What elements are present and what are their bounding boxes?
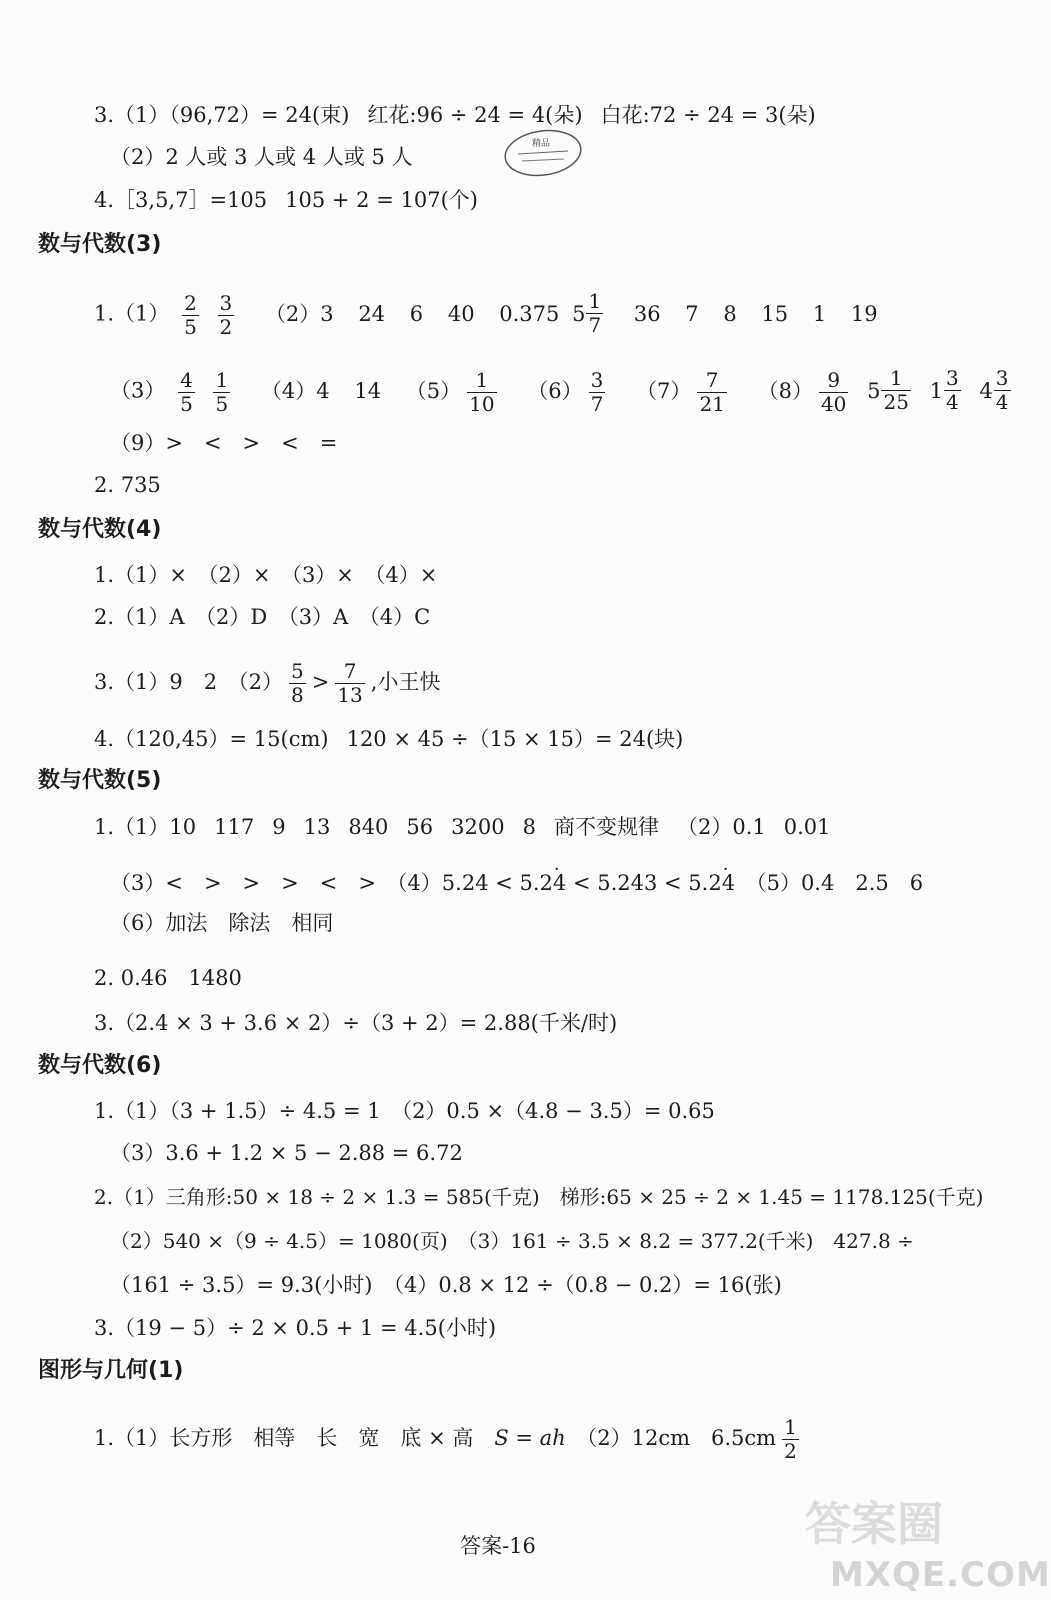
answer-line: （2）540 ×（9 ÷ 4.5）= 1080(页) （3）161 ÷ 3.5 × 8.2 = 377.2(千米) 427.8 ÷ — [110, 1229, 914, 1253]
answer-line: 2. 0.46 1480 — [94, 966, 242, 990]
answer-line: （6）加法 除法 相同 — [110, 911, 334, 935]
answer-line: 1.（1）× （2）× （3）× （4）× — [94, 563, 438, 587]
answer-line: 1.（1）长方形 相等 长 宽 底 × 高 S = ah （2）12cm 6.5cm $\frac{1}{2}$ — [94, 1415, 797, 1463]
answer-line: 3.（2.4 × 3 + 3.6 × 2）÷（3 + 2）= 2.88(千米/时) — [94, 1011, 618, 1035]
answer-line: （9）> < > < = — [110, 431, 338, 455]
mixed-number: 4 3 4 — [979, 366, 1009, 414]
answer-line: 3.（1）（96,72）= 24(束) 红花:96 ÷ 24 = 4(朵) 白花:72 ÷ 24 = 3(朵) — [94, 103, 816, 127]
answer-line: 4.（120,45）= 15(cm) 120 × 45 ÷（15 × 15）= 24(块) — [94, 727, 684, 751]
answer-line: （3）3.6 + 1.2 × 5 − 2.88 = 6.72 — [110, 1141, 463, 1165]
fraction: $\frac{4}{5}$ — [180, 367, 193, 416]
section-title: 数与代数(5) — [38, 768, 162, 793]
fraction: $\frac{2}{5}$ — [184, 290, 197, 339]
fraction: $\frac{3}{7}$ — [590, 367, 604, 416]
watermark-text: MXQE.COM — [830, 1555, 1051, 1595]
fraction: $\frac{1}{5}$ — [215, 367, 229, 416]
section-title: 数与代数(4) — [38, 517, 162, 542]
stamp-text: 精品 — [532, 139, 551, 149]
answer-line: 4.［3,5,7］=105 105 + 2 = 107(个) — [94, 188, 478, 212]
answer-line: （3）< > > > < > （4）5.24 < 5.2· 4 < 5.243 < 5.2· 4 （5）0.4 2.5 6 — [110, 868, 923, 898]
fraction: $\frac{1}{2}$ — [784, 1415, 797, 1463]
fraction: $\frac{3}{2}$ — [219, 290, 233, 339]
fraction: $\frac{7}{13}$ — [337, 659, 363, 707]
answer-line: 1.（1）（3 + 1.5）÷ 4.5 = 1 （2）0.5 ×（4.8 − 3.5）= 0.65 — [94, 1099, 715, 1123]
answer-line: 2.（1）A （2）D （3）A （4）C — [94, 605, 431, 629]
answer-line: 3.（19 − 5）÷ 2 × 0.5 + 1 = 4.5(小时) — [94, 1316, 497, 1340]
section-title: 数与代数(6) — [38, 1053, 162, 1078]
mixed-number: 1 3 4 — [929, 366, 959, 414]
fraction: $\frac{1}{10}$ — [469, 367, 495, 416]
page-number: 答案-16 — [460, 1534, 536, 1558]
watermark-logo-text: 答案圈 — [805, 1497, 943, 1551]
mixed-number: 5 1 7 — [572, 289, 602, 337]
fraction: $\frac{5}{8}$ — [290, 659, 304, 707]
answer-line: （3） $\frac{4}{5}$ $\frac{1}{5}$ （4）4 14 （5） $\frac{1}{10}$ （6） $\frac{3}{7}$ （7） $\frac{7}{21}$ （8） $\frac{9}{40}$ 5 1 25 1 3 4 4 3 4 — [110, 366, 1009, 416]
answer-line: 2. 735 — [94, 473, 161, 497]
answer-line: 1.（1） $\frac{2}{5}$ $\frac{3}{2}$ （2）3 24 6 40 0.375 5 1 7 36 7 8 15 1 19 — [94, 289, 878, 339]
section-title: 图形与几何(1) — [38, 1358, 184, 1383]
answer-line: 2.（1）三角形:50 × 18 ÷ 2 × 1.3 = 585(千克) 梯形:65 × 25 ÷ 2 × 1.45 = 1178.125(千克) — [94, 1185, 984, 1209]
fraction: $\frac{7}{21}$ — [699, 367, 725, 416]
fraction: $\frac{9}{40}$ — [820, 367, 847, 416]
mixed-number: 5 1 25 — [867, 366, 909, 414]
answer-line: 3.（1）9 2 （2） $\frac{5}{8}$ > $\frac{7}{13}$ ,小王快 — [94, 659, 441, 707]
answer-line: 1.（1）10 117 9 13 840 56 3200 8 商不变规律 （2）0.1 0.01 — [94, 815, 831, 839]
answer-line: （161 ÷ 3.5）= 9.3(小时) （4）0.8 × 12 ÷（0.8 − 0.2）= 16(张) — [110, 1273, 782, 1297]
answer-line: （2）2 人或 3 人或 4 人或 5 人 — [110, 145, 413, 169]
section-title: 数与代数(3) — [38, 232, 162, 257]
quality-stamp — [502, 128, 584, 178]
